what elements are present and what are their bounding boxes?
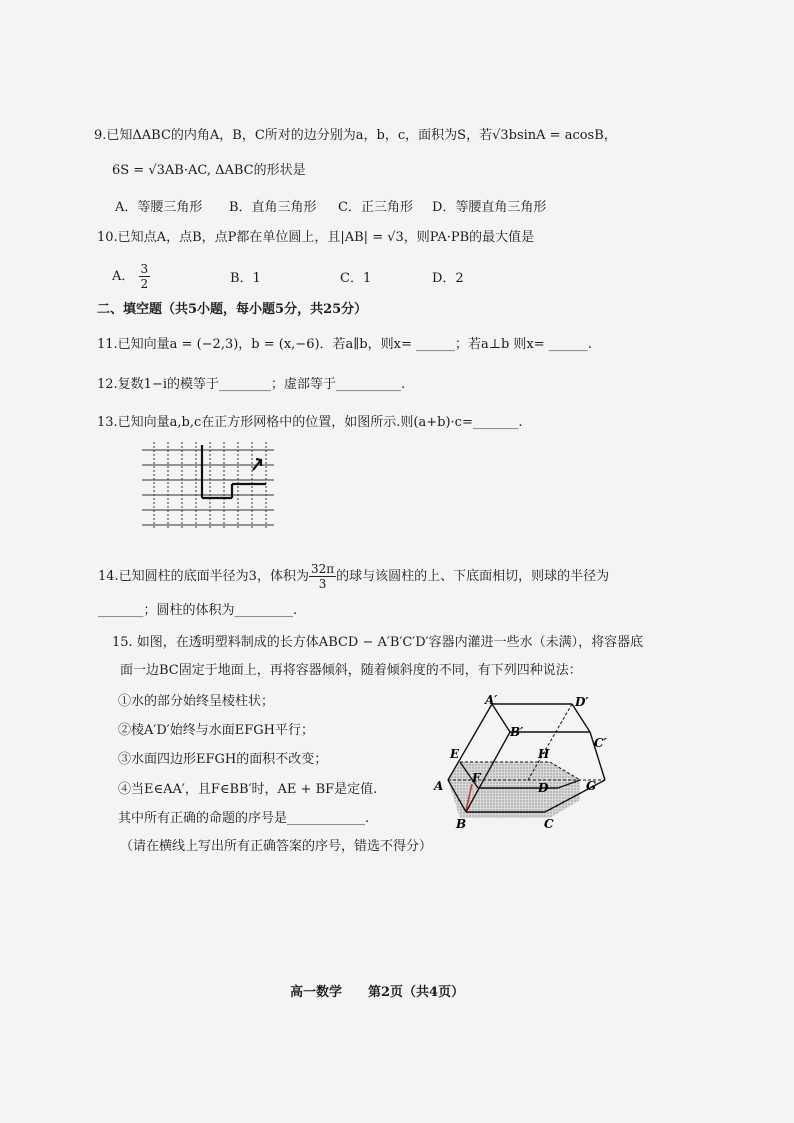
label-f: F: [472, 771, 481, 785]
grid-lines: [142, 442, 274, 530]
q9-line2: 6S = √3AB·AC, ΔABC的形状是: [112, 163, 306, 178]
q14-frac-num: 32π: [310, 562, 335, 576]
section-2-title: 二、填空题（共5小题，每小题5分，共25分）: [97, 302, 368, 317]
label-b1: B′: [510, 725, 524, 739]
q14-line1-post: 的球与该圆柱的上、下底面相切，则球的半径为: [336, 569, 610, 584]
q10-option-a-denominator: 2: [140, 277, 149, 291]
q10-option-c: C．1: [340, 271, 372, 286]
q14-line1-pre: 14.已知圆柱的底面半径为3，体积为: [98, 569, 309, 584]
q15-item-1: ①水的部分始终呈棱柱状；: [118, 694, 275, 709]
q12-text: 12.复数1−i的模等于________；虚部等于__________.: [97, 377, 406, 392]
vector-grid-figure: [140, 440, 276, 532]
label-a: A: [434, 779, 444, 793]
label-h: H: [538, 747, 550, 761]
q10-option-d: D．2: [432, 271, 464, 286]
q14-line2: _______；圆柱的体积为_________.: [98, 603, 298, 618]
q11-text: 11.已知向量a = (−2,3)，b = (x,−6)．若a∥b，则x= ______；若a⊥b 则x= ______.: [97, 337, 592, 352]
q10-option-a-numerator: 3: [140, 262, 149, 276]
label-c1: C′: [594, 736, 607, 750]
q10-option-a-label: A．: [112, 269, 135, 284]
q9-option-c: C．正三角形: [338, 200, 413, 215]
q14-volume-fraction: [309, 562, 336, 591]
q15-answer-line: 其中所有正确的命题的序号是____________.: [118, 811, 370, 826]
q10-option-a-fraction: [139, 262, 151, 291]
q10-line1: 10.已知点A，点B，点P都在单位圆上，且|AB| = √3，则PA·PB的最大值是: [97, 230, 535, 245]
q9-line1: 9.已知ΔABC的内角A，B，C所对的边分别为a，b，c，面积为S，若√3bsinA = acosB，: [94, 128, 617, 143]
q14-line1: [98, 562, 609, 591]
q15-line2: 面一边BC固定于地面上，再将容器倾斜，随着倾斜度的不同，有下列四种说法：: [120, 663, 582, 678]
cuboid-figure: [430, 692, 620, 832]
label-a1: A′: [485, 693, 498, 707]
label-e: E: [450, 747, 460, 761]
q15-note: （请在横线上写出所有正确答案的序号，错选不得分）: [120, 839, 433, 854]
label-d: D: [538, 781, 549, 795]
q9-option-d: D．等腰直角三角形: [432, 200, 547, 215]
q10-option-a: [112, 262, 150, 291]
page-footer: 高一数学 第2页（共4页）: [290, 985, 465, 1000]
label-d1: D′: [575, 695, 589, 709]
q9-option-b: B．直角三角形: [229, 200, 317, 215]
q14-frac-den: 3: [318, 577, 327, 591]
q13-text: 13.已知向量a,b,c在正方形网格中的位置，如图所示.则(a+b)·c=_______.: [97, 415, 523, 430]
q10-option-b: B．1: [230, 271, 261, 286]
q15-line1: 15. 如图，在透明塑料制成的长方体ABCD − A′B′C′D′容器内灌进一些水（未满），将容器底: [112, 635, 644, 650]
label-c: C: [544, 817, 554, 831]
q15-item-2: ②棱A′D′始终与水面EFGH平行；: [118, 723, 314, 738]
q9-option-a: A．等腰三角形: [115, 200, 203, 215]
q15-item-3: ③水面四边形EFGH的面积不改变；: [118, 752, 328, 767]
q15-item-4: ④当E∈AA′，且F∈BB′时，AE + BF是定值.: [118, 782, 378, 797]
label-g: G: [586, 779, 597, 793]
vector-shapes: [202, 445, 266, 498]
label-b: B: [456, 817, 467, 831]
